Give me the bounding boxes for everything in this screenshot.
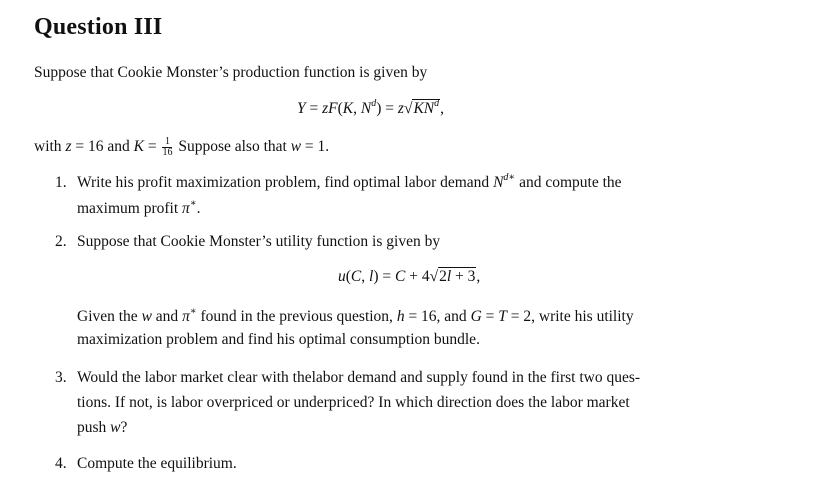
- list-item-3-line-3: push w?: [77, 419, 128, 436]
- list-item-3-line-2: tions. If not, is labor overpriced or underpriced? In which direction does the labor market: [77, 394, 630, 411]
- list-item-1-line-1: 1. Write his profit maximization problem, find optimal labor demand $N^{d∗}$ and compute the: [55, 172, 622, 191]
- question-title: Question III: [34, 14, 163, 40]
- intro-text: Suppose that Cookie Monster’s production function is given by: [34, 64, 428, 81]
- list-item-3-line-1: 3. Would the labor market clear with thelabor demand and supply found in the first two ques-: [55, 369, 641, 386]
- list-item-2-line-3: maximization problem and find his optimal consumption bundle.: [77, 331, 480, 348]
- list-item-2-line-1: 2. Suppose that Cookie Monster’s utility function is given by: [55, 233, 441, 250]
- given-values-text: with z = 16 and K = $\frac{1}{16}$ Suppose also that w = 1.: [34, 136, 330, 158]
- list-item-4-line-1: 4. Compute the equilibrium.: [55, 455, 237, 472]
- production-function-equation: Y = zF(K, $N^d) = z√KN^d$,: [297, 98, 445, 117]
- utility-function-equation: u(C, l) = C + 4√2l + 3,: [338, 268, 481, 285]
- list-item-2-line-2: Given the w and π∗ found in the previous question, h = 16, and G = T = 2, write his utility: [77, 306, 634, 325]
- list-item-1-line-2: maximum profit π∗.: [77, 198, 201, 217]
